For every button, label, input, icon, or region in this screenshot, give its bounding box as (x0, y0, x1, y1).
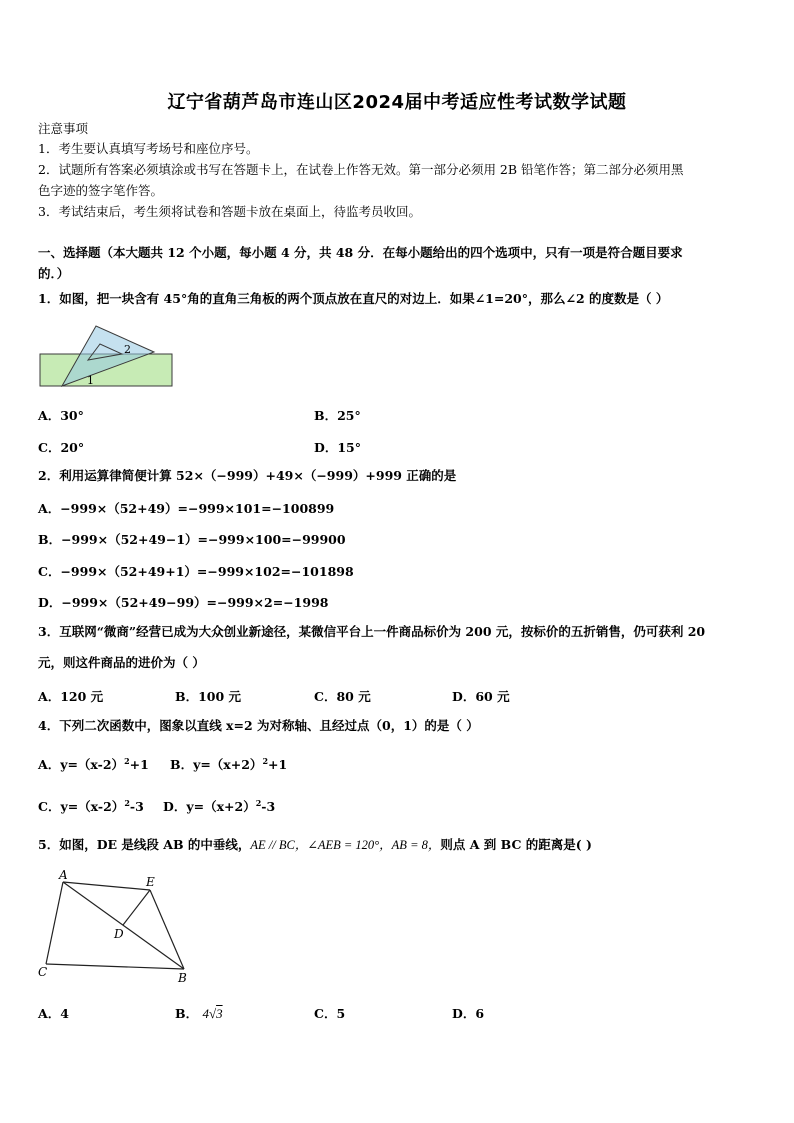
question-5-figure (36, 868, 196, 988)
question-5-stem: 5．如图，DE 是线段 AB 的中垂线，AE // BC，∠AEB = 120°，AB = 8，则点 A 到 BC 的距离是( ) (38, 837, 592, 852)
question-5-option-c: C．5 (314, 1006, 346, 1021)
question-4-option-d: D．$y=(x+2)^2-3$ (163, 797, 276, 814)
point-e-label: E (146, 875, 155, 889)
question-3-stem-cont: 元，则这件商品的进价为（ ） (38, 655, 205, 670)
notice-heading: 注意事项 (38, 121, 89, 136)
question-1-option-b: B．25° (314, 408, 361, 423)
question-1-figure (38, 320, 178, 392)
segment-ac (46, 882, 63, 964)
question-3-option-d: D．60 元 (452, 689, 510, 704)
question-1-option-c: C．20° (38, 440, 85, 455)
notice-item-2: 2．试题所有答案必须填涂或书写在答题卡上，在试卷上作答无效。第一部分必须用 2B 铅笔作答；第二部分必须用黑 (38, 162, 684, 177)
sqrt-icon: √ (208, 1006, 217, 1021)
question-4-option-a: A．$y=(x-2)^2+1$ (38, 755, 149, 772)
question-2-option-c: C．−999×（52+49+1）=−999×102=−101898 (38, 564, 354, 579)
question-3-stem: 3．互联网“微商”经营已成为大众创业新途径，某微信平台上一件商品标价为 200 元，按标价的五折销售，仍可获利 20 (38, 624, 706, 639)
segment-ae (63, 882, 150, 890)
page-title: 辽宁省葫芦岛市连山区2024届中考适应性考试数学试题 (167, 92, 627, 113)
question-5-option-d: D．6 (452, 1006, 485, 1021)
notice-item-1: 1．考生要认真填写考场号和座位序号。 (38, 141, 259, 156)
question-5-option-b: B． 4√3 (175, 1006, 223, 1021)
point-d-label: D (114, 927, 124, 941)
point-c-label: C (38, 965, 48, 979)
math-angle-aeb: ∠AEB = 120°， (307, 838, 392, 852)
question-4-option-c: C．$y=(x-2)^2-3$ (38, 797, 144, 814)
question-1-stem: 1．如图，把一块含有 45°角的直角三角板的两个顶点放在直尺的对边上．如果∠1=20°，那么∠2 的度数是（ ） (38, 291, 669, 306)
notice-item-3: 3．考试结束后，考生须将试卷和答题卡放在桌面上，待监考员收回。 (38, 204, 421, 219)
question-3-option-c: C．80 元 (314, 689, 371, 704)
math-ab-length: AB = 8， (391, 838, 441, 852)
notice-item-2-cont: 色字迹的签字笔作答。 (38, 183, 164, 198)
segment-cb (46, 964, 184, 969)
question-2-stem: 2．利用运算律简便计算 52×（−999）+49×（−999）+999 正确的是 (38, 468, 457, 483)
section-heading: 一、选择题（本大题共 12 个小题，每小题 4 分，共 48 分．在每小题给出的四个选项中，只有一项是符合题目要求 (38, 245, 683, 260)
question-3-option-b: B．100 元 (175, 689, 242, 704)
angle-1-label: 1 (87, 374, 94, 387)
question-4-stem: 4．下列二次函数中，图象以直线 x=2 为对称轴、且经过点（0，1）的是（ ） (38, 718, 479, 733)
section-heading-cont: 的．） (38, 266, 70, 281)
math-ae-parallel-bc: AE // BC， (250, 838, 308, 852)
question-1-option-a: A．30° (38, 408, 84, 423)
question-4-option-b: B．$y=(x+2)^2+1$ (170, 755, 288, 772)
option-b-radicand: 3 (216, 1006, 223, 1021)
question-2-option-d: D．−999×（52+49−99）=−999×2=−1998 (38, 595, 329, 610)
question-2-option-a: A．−999×（52+49）=−999×101=−100899 (38, 501, 335, 516)
option-b-coefficient: 4 (202, 1006, 209, 1021)
question-5-option-a: A．4 (38, 1006, 69, 1021)
angle-2-label: 2 (124, 343, 131, 356)
question-2-option-b: B．−999×（52+49−1）=−999×100=−99900 (38, 532, 346, 547)
question-3-option-a: A．120 元 (38, 689, 104, 704)
segment-ed (123, 890, 150, 925)
question-1-option-d: D．15° (314, 440, 361, 455)
point-b-label: B (178, 971, 187, 985)
point-a-label: A (59, 868, 68, 882)
